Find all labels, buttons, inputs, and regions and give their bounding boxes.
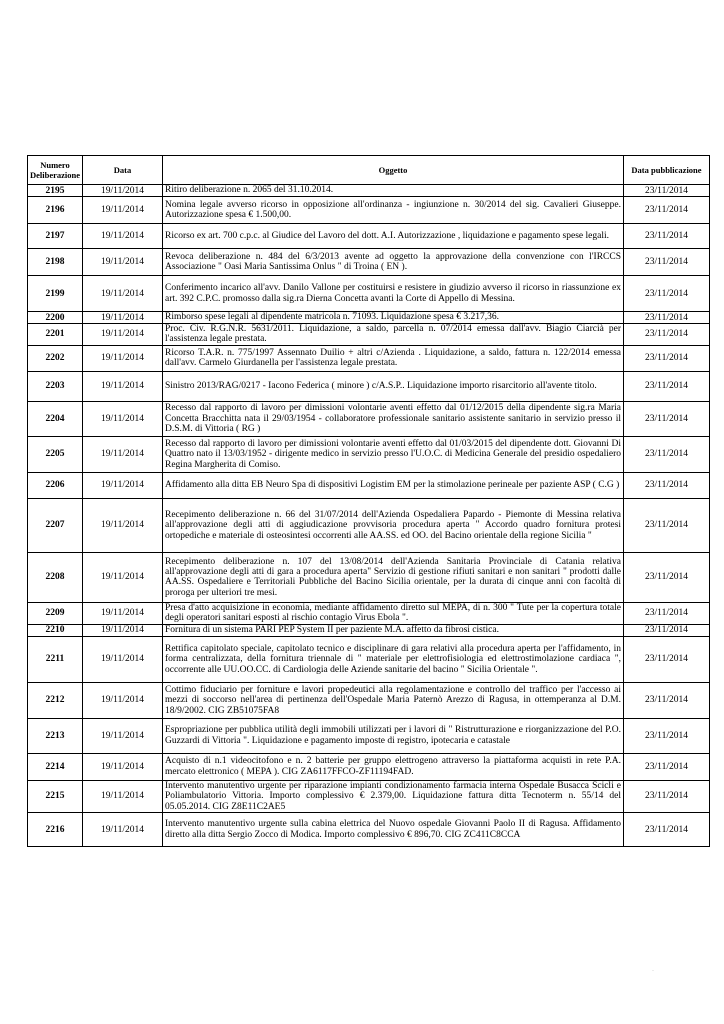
deliberation-subject: Ricorso ex art. 700 c.p.c. al Giudice del Lavoro del dott. A.I. Autorizzazione , liquidazione e pagamento spese legali. [163,224,624,249]
table-row [28,401,710,436]
table-row [28,197,710,224]
deliberation-subject: Intervento manutentivo urgente sulla cabina elettrica del Nuovo ospedale Giovanni Paolo II di Ragusa. Affidamento diretto alla ditta Sergio Zocco di Modica. Importo complessivo € 896,70. CIG ZC411C8CCA [163,813,624,847]
deliberation-date: 19/11/2014 [83,249,163,276]
publication-date: 23/11/2014 [624,276,710,312]
deliberation-date: 19/11/2014 [83,224,163,249]
table-row [28,224,710,249]
deliberation-date: 19/11/2014 [83,718,163,753]
publication-date: 23/11/2014 [624,552,710,602]
deliberation-number: 2200 [28,312,83,324]
publication-date: 23/11/2014 [624,780,710,812]
deliberation-subject: Recesso dal rapporto di lavoro per dimissioni volontarie aventi effetto dal 01/03/2015 del dipendente dott. Giovanni Di Quattro nato il 13/03/1952 - dirigente medico in servizio presso l'U.O.C. di Medicina Generale del presidio ospedaliero Regina Margherita di Comiso. [163,436,624,472]
deliberation-date: 19/11/2014 [83,682,163,718]
deliberation-number: 2210 [28,624,83,636]
deliberation-number: 2214 [28,753,83,780]
publication-date: 23/11/2014 [624,718,710,753]
deliberations-table [27,155,710,847]
table-row [28,682,710,718]
deliberation-date: 19/11/2014 [83,636,163,682]
publication-date: 23/11/2014 [624,498,710,552]
deliberation-subject: Conferimento incarico all'avv. Danilo Vallone per costituirsi e resistere in giudizio avverso il ricorso in riassunzione ex art. 392 C.P.C. promosso dalla sig.ra Dierna Concetta avanti la Corte di Appello di Messina. [163,276,624,312]
deliberation-number: 2212 [28,682,83,718]
publication-date: 23/11/2014 [624,345,710,371]
publication-date: 23/11/2014 [624,324,710,346]
deliberation-number: 2215 [28,780,83,812]
deliberation-number: 2202 [28,345,83,371]
table-row [28,718,710,753]
deliberation-number: 2196 [28,197,83,224]
deliberation-date: 19/11/2014 [83,185,163,197]
deliberation-subject: Ritiro deliberazione n. 2065 del 31.10.2014. [163,185,624,197]
table-row [28,498,710,552]
deliberation-subject: Espropriazione per pubblica utilità degli immobili utilizzati per i lavori di " Ristrutturazione e riorganizzazione del P.O. Guzzardi di Vittoria ". Liquidazione e pagamento imposte di registro, ipotecaria e catastale [163,718,624,753]
publication-date: 23/11/2014 [624,312,710,324]
deliberation-subject: Presa d'atto acquisizione in economia, mediante affidamento diretto sul MEPA, di n. 300 " Tute per la copertura totale degli operatori sanitari esposti al rischio contagio Virus Ebola ". [163,602,624,624]
publication-date: 23/11/2014 [624,682,710,718]
publication-date: 23/11/2014 [624,401,710,436]
deliberation-date: 19/11/2014 [83,324,163,346]
deliberation-subject: Intervento manutentivo urgente per riparazione impianti condizionamento farmacia interna Ospedale Busacca Scicli e Poliambulatorio Vittoria. Importo complessivo € 2.379,00. Liquidazione fattura ditta Tecnoterm n. 55/14 del 05.05.2014. CIG Z8E11C2AE5 [163,780,624,812]
deliberation-date: 19/11/2014 [83,498,163,552]
deliberation-number: 2199 [28,276,83,312]
table-row [28,249,710,276]
deliberation-subject: Recesso dal rapporto di lavoro per dimissioni volontarie aventi effetto dal 01/12/2015 della dipendente sig.ra Maria Concetta Bracchitta nata il 29/03/1954 - collaboratore professionale sanitario assistente sanitario in servizio presso il D.S.M. di Vittoria ( RG ) [163,401,624,436]
deliberation-number: 2211 [28,636,83,682]
table-row [28,345,710,371]
publication-date: 23/11/2014 [624,224,710,249]
deliberation-subject: Recepimento deliberazione n. 66 del 31/07/2014 dell'Azienda Ospedaliera Papardo - Piemonte di Messina relativa all'approvazione degli atti di aggiudicazione provvisoria procedura aperta " Accordo quadro fornitura protesi ortopediche e materiale di osteosintesi occorrenti alle AA.SS. ed OO. del Bacino orientale della regione Sicilia " [163,498,624,552]
publication-date: 23/11/2014 [624,249,710,276]
deliberation-number: 2203 [28,371,83,401]
deliberation-date: 19/11/2014 [83,753,163,780]
table-row [28,185,710,197]
table-row [28,624,710,636]
deliberation-subject: Proc. Civ. R.G.N.R. 5631/2011. Liquidazione, a saldo, parcella n. 07/2014 emessa dall'avv. Biagio Ciarcià per l'assistenza legale prestata. [163,324,624,346]
deliberation-subject: Revoca deliberazione n. 484 del 6/3/2013 avente ad oggetto la approvazione della convenzione con l'IRCCS Associazione " Oasi Maria Santissima Onlus " di Troina ( EN ). [163,249,624,276]
publication-date: 23/11/2014 [624,753,710,780]
deliberation-date: 19/11/2014 [83,436,163,472]
deliberation-subject: Affidamento alla ditta EB Neuro Spa di dispositivi Logistim EM per la stimolazione perineale per paziente ASP ( C.G ) [163,472,624,498]
deliberation-date: 19/11/2014 [83,813,163,847]
deliberation-subject: Recepimento deliberazione n. 107 del 13/08/2014 dell'Azienda Sanitaria Provinciale di Catania relativa all'approvazione degli atti di gara a procedura aperta" Servizio di gestione rifiuti sanitari e non sanitari " prodotti dalle AA.SS. Ospedaliere e Territoriali Pubbliche del Bacino Sicilia orientale, per la durata di cinque anni con facoltà di proroga per ulteriori tre mesi. [163,552,624,602]
deliberation-date: 19/11/2014 [83,197,163,224]
table-row [28,436,710,472]
deliberation-number: 2204 [28,401,83,436]
deliberation-number: 2213 [28,718,83,753]
table-row [28,324,710,346]
deliberation-date: 19/11/2014 [83,472,163,498]
table-row [28,753,710,780]
publication-date: 23/11/2014 [624,185,710,197]
deliberation-date: 19/11/2014 [83,602,163,624]
deliberation-subject: Rettifica capitolato speciale, capitolato tecnico e disciplinare di gara relativi alla procedura aperta per l'affidamento, in forma centralizzata, della fornitura triennale di " materiale per elettrofisiologia ed elettrostimolazione cardiaca ", occorrente alle UU.OO.CC. di Cardiologia delle Aziende sanitarie del bacino " Sicilia Orientale ". [163,636,624,682]
table-row [28,276,710,312]
deliberation-number: 2198 [28,249,83,276]
publication-date: 23/11/2014 [624,436,710,472]
deliberation-date: 19/11/2014 [83,312,163,324]
deliberation-subject: Fornitura di un sistema PARI PEP System II per paziente M.A. affetto da fibrosi cistica. [163,624,624,636]
publication-date: 23/11/2014 [624,472,710,498]
deliberation-number: 2206 [28,472,83,498]
deliberation-subject: Cottimo fiduciario per forniture e lavori propedeutici alla regolamentazione e controllo del traffico per l'accesso ai mezzi di soccorso nell'area di pertinenza dell'Ospedale Maria Paternò Arezzo di Ragusa, in ottemperanza al D.M. 18/9/2002. CIG ZB51075FA8 [163,682,624,718]
column-header-subject: Oggetto [163,156,624,185]
deliberation-subject: Acquisto di n.1 videocitofono e n. 2 batterie per gruppo elettrogeno attraverso la piattaforma acquisti in rete P.A. mercato elettronico ( MEPA ). CIG ZA6117FFCO-ZF11194FAD. [163,753,624,780]
deliberation-date: 19/11/2014 [83,401,163,436]
deliberation-date: 19/11/2014 [83,371,163,401]
deliberation-date: 19/11/2014 [83,552,163,602]
deliberation-number: 2209 [28,602,83,624]
deliberation-number: 2197 [28,224,83,249]
deliberation-date: 19/11/2014 [83,624,163,636]
deliberation-subject: Nomina legale avverso ricorso in opposizione all'ordinanza - ingiunzione n. 30/2014 del sig. Cavalieri Giuseppe. Autorizzazione spesa € 1.500,00. [163,197,624,224]
deliberation-subject: Sinistro 2013/RAG/0217 - Iacono Federica ( minore ) c/A.S.P.. Liquidazione importo risarcitorio all'avente titolo. [163,371,624,401]
column-header-number: Numero Deliberazione [28,156,83,185]
table-row [28,636,710,682]
deliberation-number: 2195 [28,185,83,197]
deliberation-number: 2216 [28,813,83,847]
table-row [28,813,710,847]
column-header-date: Data [83,156,163,185]
deliberation-date: 19/11/2014 [83,276,163,312]
column-header-published: Data pubblicazione [624,156,710,185]
page-mark: · [652,968,654,974]
table-row [28,371,710,401]
table-header-row [28,156,710,185]
table-row [28,552,710,602]
publication-date: 23/11/2014 [624,813,710,847]
deliberation-number: 2205 [28,436,83,472]
deliberation-subject: Ricorso T.A.R. n. 775/1997 Assennato Duilio + altri c/Azienda . Liquidazione, a saldo, fattura n. 122/2014 emessa dall'avv. Carmelo Giurdanella per l'assistenza legale prestata. [163,345,624,371]
deliberation-subject: Rimborso spese legali al dipendente matricola n. 71093. Liquidazione spesa € 3.217,36. [163,312,624,324]
publication-date: 23/11/2014 [624,197,710,224]
table-row [28,312,710,324]
table-row [28,472,710,498]
deliberation-number: 2208 [28,552,83,602]
publication-date: 23/11/2014 [624,636,710,682]
deliberation-number: 2207 [28,498,83,552]
publication-date: 23/11/2014 [624,371,710,401]
deliberation-number: 2201 [28,324,83,346]
table-row [28,780,710,812]
table-row [28,602,710,624]
deliberation-date: 19/11/2014 [83,345,163,371]
deliberation-date: 19/11/2014 [83,780,163,812]
publication-date: 23/11/2014 [624,602,710,624]
publication-date: 23/11/2014 [624,624,710,636]
